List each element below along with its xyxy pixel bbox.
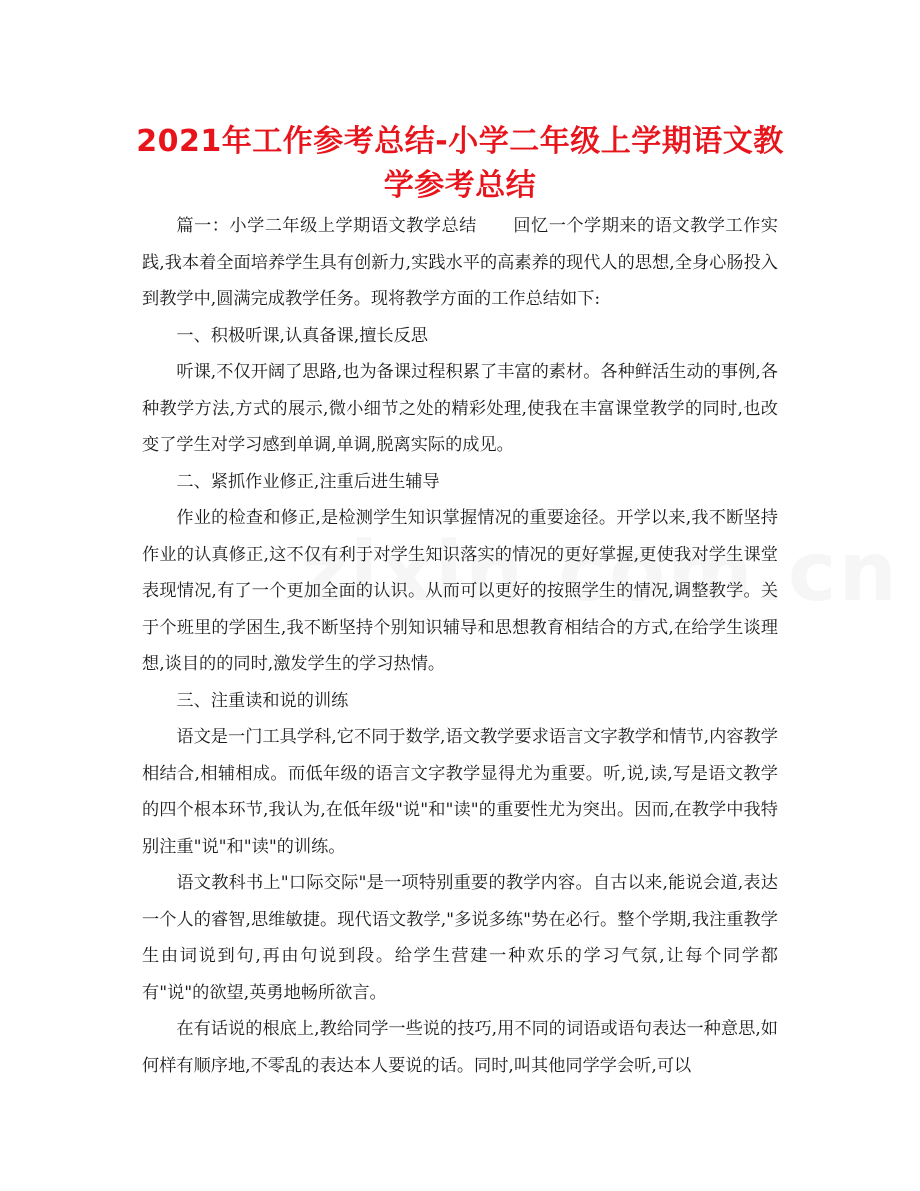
- section-3-text-2: 语文教科书上"口际交际"是一项特别重要的教学内容。自古以来,能说会道,表达一个人的睿智,思维敏捷。现代语文教学,"多说多练"势在必行。整个学期,我注重教学生由词说到句,再由句说到段。给学生营建一种欢乐的学习气氛,让每个同学都有"说"的欲望,英勇地畅所欲言。: [142, 873, 778, 1003]
- title-line-2: 学参考总结: [383, 168, 537, 203]
- section-3-text-1: 语文是一门工具学科,它不同于数学,语文教学要求语言文字教学和情节,内容教学相结合,相辅相成。而低年级的语言文字教学显得尤为重要。听,说,读,写是语文教学的四个根本环节,我认为,在低年级"说"和"读"的重要性尤为突出。因而,在教学中我特别注重"说"和"读"的训练。: [142, 727, 778, 857]
- section-1-text: 听课,不仅开阔了思路,也为备课过程积累了丰富的素材。各种鲜活生动的事例,各种教学方法,方式的展示,微小细节之处的精彩处理,使我在丰富课堂教学的同时,也改变了学生对学习感到单调,单调,脱离实际的成见。: [142, 362, 778, 455]
- title-line-1: 2021年工作参考总结-小学二年级上学期语文教: [136, 124, 784, 159]
- section-1-heading: 一、积极听课,认真备课,擅长反思: [176, 325, 428, 346]
- section-2-text: 作业的检查和修正,是检测学生知识掌握情况的重要途径。开学以来,我不断坚持作业的认真修正,这不仅有利于对学生知识落实的情况的更好掌握,更使我对学生课堂表现情况,有了一个更加全面的认识。从而可以更好的按照学生的情况,调整教学。关于个班里的学困生,我不断坚持个别知识辅导和思想教育相结合的方式,在给学生谈理想,谈目的的同时,激发学生的学习热情。: [142, 508, 778, 674]
- document-body: [142, 208, 778, 1084]
- section-3-text-3: 在有话说的根底上,教给同学一些说的技巧,用不同的词语或语句表达一种意思,如何样有顺序地,不零乱的表达本人要说的话。同时,叫其他同学学会听,可以: [142, 1019, 778, 1076]
- intro-paragraph: [142, 208, 778, 318]
- page-title: [120, 120, 800, 208]
- section-3-heading: 三、注重读和说的训练: [176, 690, 349, 711]
- intro-heading: 篇一：小学二年级上学期语文教学总结: [176, 216, 477, 236]
- intro-text: 回忆一个学期来的语文教学工作实践,我本着全面培养学生具有创新力,实践水平的高素养的现代人的思想,全身心肠投入到教学中,圆满完成教学任务。现将教学方面的工作总结如下:: [142, 216, 778, 309]
- section-2-heading: 二、紧抓作业修正,注重后进生辅导: [176, 471, 440, 492]
